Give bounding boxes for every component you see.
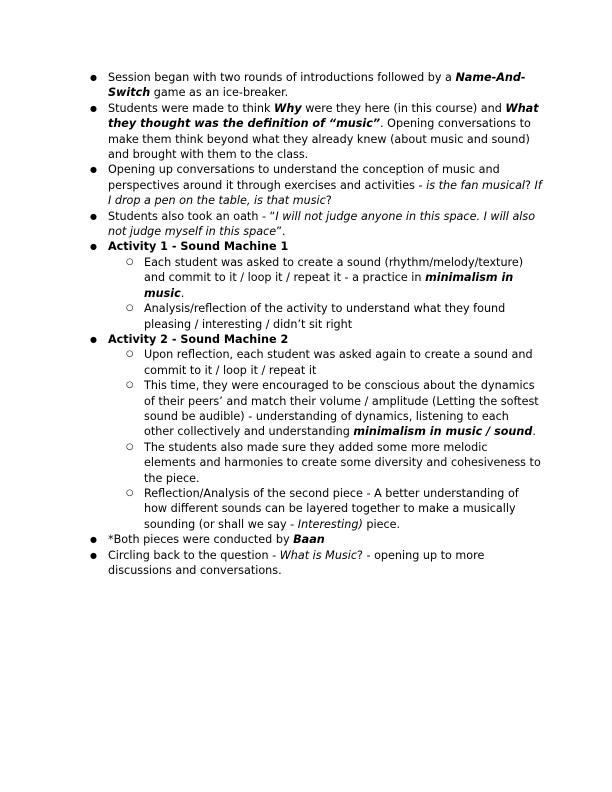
bullet-list: [108, 70, 542, 578]
list-item: ● Circling back to the question - What is Music? - opening up to more discussions and conversations.: [108, 548, 542, 579]
sub-list: [144, 255, 542, 332]
list-item: ● *Both pieces were conducted by Baan: [108, 532, 542, 547]
sub-list: [144, 347, 542, 532]
sub-list-item: ○ Each student was asked to create a sound (rhythm/melody/texture) and commit to it / loop it / repeat it - a practice in minimalism in music.: [144, 255, 542, 301]
list-item: ● Session began with two rounds of introductions followed by a Name-And-Switch game as an ice-breaker.: [108, 70, 542, 101]
sub-list-item: ○ Upon reflection, each student was asked again to create a sound and commit to it / loop it / repeat it: [144, 347, 542, 378]
list-item: ● Students were made to think Why were they here (in this course) and What they thought was the definition of “music”. Opening conversations to make them think beyond what they already knew (about music and sound) and brought with them to the class.: [108, 101, 542, 163]
list-item: ● Students also took an oath - “I will not judge anyone in this space. I will also not judge myself in this space”.: [108, 209, 542, 240]
sub-list-item: ○ This time, they were encouraged to be conscious about the dynamics of their peers’ and match their volume / amplitude (Letting the softest sound be audible) - understanding of dynamics, listening to each other collectively and understanding minimalism in music / sound.: [144, 378, 542, 440]
sub-list-item: ○ The students also made sure they added some more melodic elements and harmonies to create some diversity and cohesiveness to the piece.: [144, 440, 542, 486]
activity-heading: Activity 1 - Sound Machine 1: [108, 240, 289, 254]
list-item: ● Opening up conversations to understand the conception of music and perspectives around it through exercises and activities - is the fan musical? If I drop a pen on the table, is that music?: [108, 162, 542, 208]
activity-1: [108, 239, 542, 331]
sub-list-item: ○ Reflection/Analysis of the second piece - A better understanding of how different sounds can be layered together to make a musically sounding (or shall we say - Interesting) piece.: [144, 486, 542, 532]
activity-2: [108, 332, 542, 532]
activity-heading: Activity 2 - Sound Machine 2: [108, 332, 289, 346]
sub-list-item: ○ Analysis/reflection of the activity to understand what they found pleasing / interesting / didn’t sit right: [144, 301, 542, 332]
